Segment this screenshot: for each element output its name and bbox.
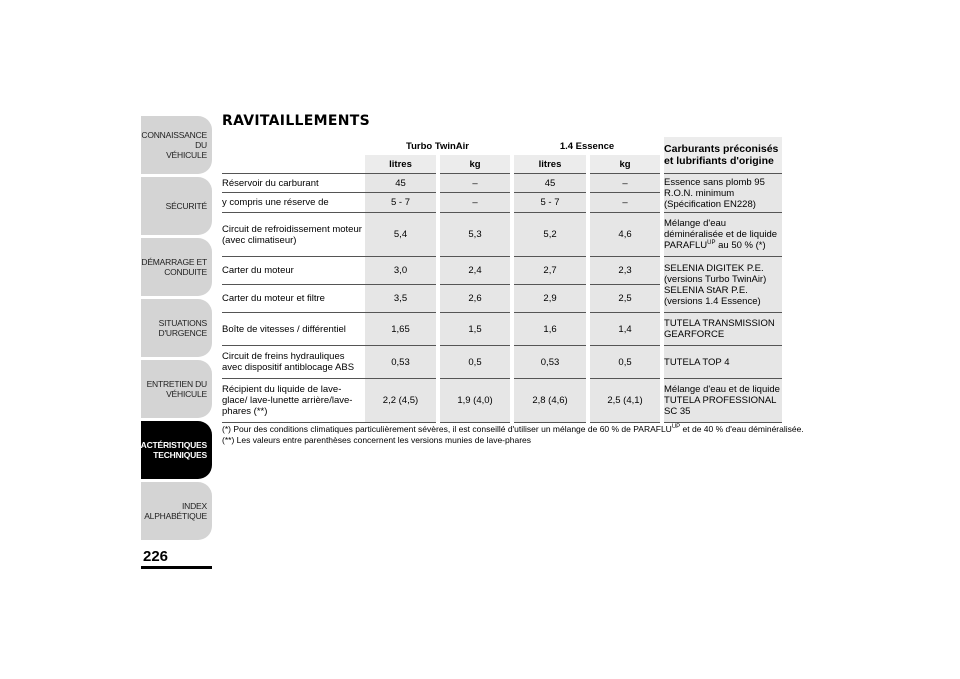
tab-label-line: CARACTÉRISTIQUES: [122, 440, 207, 450]
cell-value: 1,65: [365, 313, 438, 346]
tab-demarrage-et-conduite[interactable]: [141, 238, 212, 296]
tab-label-line: TECHNIQUES: [153, 450, 207, 460]
group-header-1-4-essence: 1.4 Essence: [512, 137, 662, 155]
row-label: Boîte de vitesses / différentiel: [222, 313, 365, 346]
oil-spec-essence: SELENIA StAR P.E. (versions 1.4 Essence): [664, 284, 761, 307]
cell-value: 1,4: [588, 313, 662, 346]
cell-value: 0,5: [588, 346, 662, 379]
tab-label-line: ENTRETIEN DU: [146, 379, 207, 389]
table-row: [222, 379, 782, 423]
row-label: Récipient du liquide de lave-glace/ lave-lunette arrière/lave-phares (**): [222, 379, 365, 423]
cell-value: 0,53: [512, 346, 588, 379]
coolant-text: Mélange d'eau déminéralisée et de liquide PARAFLU: [664, 218, 778, 251]
group-header-turbo-twinair: Turbo TwinAir: [406, 140, 469, 152]
cell-value: 2,5 (4,1): [588, 379, 662, 423]
tab-label-line: DÉMARRAGE ET: [141, 257, 207, 267]
tab-label-line: SÉCURITÉ: [165, 201, 207, 211]
footnote-1-text: (*) Pour des conditions climatiques particulièrement sévères, il est conseillé d'utiliser un mélange de 60 % de PARAFLU: [222, 424, 672, 434]
fuel-header: Carburants préconisés et lubrifiants d'origine: [662, 137, 782, 174]
row-label: Carter du moteur et filtre: [222, 285, 365, 313]
tab-entretien-du-vehicule[interactable]: [141, 360, 212, 418]
fuel-cell-coolant: [662, 213, 782, 257]
footnote-2: (**) Les valeurs entre parenthèses concernent les versions munies de lave-phares: [222, 435, 531, 445]
cell-value: 3,5: [365, 285, 438, 313]
subheader-litres: litres: [365, 155, 438, 174]
cell-value: 5,3: [438, 213, 512, 257]
row-label: Circuit de refroidissement moteur (avec climatiseur): [222, 213, 365, 257]
cell-value: 1,9 (4,0): [438, 379, 512, 423]
row-label: Carter du moteur: [222, 257, 365, 285]
cell-value: 0,5: [438, 346, 512, 379]
tab-label-line: CONNAISSANCE DU: [141, 130, 207, 150]
tab-label-line: SITUATIONS: [158, 318, 207, 328]
cell-value: 2,4: [438, 257, 512, 285]
page-number-rule: [141, 566, 212, 569]
cell-value: 1,6: [512, 313, 588, 346]
cell-value: 5,4: [365, 213, 438, 257]
table-row: [222, 213, 782, 257]
tab-label-line: INDEX: [182, 501, 207, 511]
oil-spec-turbo: SELENIA DIGITEK P.E. (versions Turbo TwinAir): [664, 262, 767, 285]
footnote-1-text-end: et de 40 % d'eau déminéralisée.: [680, 424, 804, 434]
table-row: [222, 257, 782, 285]
cell-value: 5,2: [512, 213, 588, 257]
cell-value: 2,2 (4,5): [365, 379, 438, 423]
cell-value: 0,53: [365, 346, 438, 379]
cell-value: 2,9: [512, 285, 588, 313]
footnote-1: [222, 424, 804, 435]
cell-value: 45: [512, 174, 588, 193]
cell-value: 2,8 (4,6): [512, 379, 588, 423]
cell-value: 2,6: [438, 285, 512, 313]
tab-label-line: VÉHICULE: [166, 150, 207, 160]
cell-value: 1,5: [438, 313, 512, 346]
header-blank: [222, 137, 365, 155]
cell-value: 5 - 7: [365, 193, 438, 213]
subheader-litres: litres: [512, 155, 588, 174]
tab-connaissance-du-vehicule[interactable]: [141, 116, 212, 174]
tab-caracteristiques-techniques[interactable]: [122, 421, 212, 479]
cell-value: 5 - 7: [512, 193, 588, 213]
subheader-kg: kg: [438, 155, 512, 174]
table-row: [222, 313, 782, 346]
cell-value: –: [438, 174, 512, 193]
tab-label-line: ALPHABÉTIQUE: [144, 511, 207, 521]
cell-value: –: [588, 193, 662, 213]
row-label: Réservoir du carburant: [222, 174, 365, 193]
row-label: y compris une réserve de: [222, 193, 365, 213]
cell-value: –: [438, 193, 512, 213]
table-row: [222, 174, 782, 193]
fuel-cell-brakes: TUTELA TOP 4: [662, 346, 782, 379]
row-label: Circuit de freins hydrauliques avec dispositif antiblocage ABS: [222, 346, 365, 379]
cell-value: 2,5: [588, 285, 662, 313]
cell-value: 2,3: [588, 257, 662, 285]
header-blank: [222, 155, 365, 174]
side-tabs: [122, 116, 212, 543]
table-row: [222, 346, 782, 379]
fuel-cell-oil: [662, 257, 782, 313]
cell-value: 3,0: [365, 257, 438, 285]
page-number: 226: [143, 548, 169, 565]
coolant-text-end: au 50 % (*): [715, 240, 766, 251]
fuel-cell-essence: Essence sans plomb 95 R.O.N. minimum (Spécification EN228): [662, 174, 782, 213]
coolant-sup: UP: [707, 239, 716, 246]
footnote-1-sup: UP: [671, 424, 681, 431]
tab-securite[interactable]: [141, 177, 212, 235]
page-title: RAVITAILLEMENTS: [222, 113, 370, 129]
cell-value: 4,6: [588, 213, 662, 257]
cell-value: –: [588, 174, 662, 193]
fuel-cell-gearbox: TUTELA TRANSMISSION GEARFORCE: [662, 313, 782, 346]
fuel-cell-washer: Mélange d'eau et de liquide TUTELA PROFESSIONAL SC 35: [662, 379, 782, 423]
tab-label-line: VÉHICULE: [166, 389, 207, 399]
footnotes: [222, 424, 804, 446]
cell-value: 2,7: [512, 257, 588, 285]
tab-label-line: D'URGENCE: [158, 328, 207, 338]
tab-label-line: CONDUITE: [164, 267, 207, 277]
tab-index-alphabetique[interactable]: [141, 482, 212, 540]
cell-value: 45: [365, 174, 438, 193]
refill-table: [222, 137, 782, 423]
subheader-kg: kg: [588, 155, 662, 174]
tab-situations-d-urgence[interactable]: [141, 299, 212, 357]
